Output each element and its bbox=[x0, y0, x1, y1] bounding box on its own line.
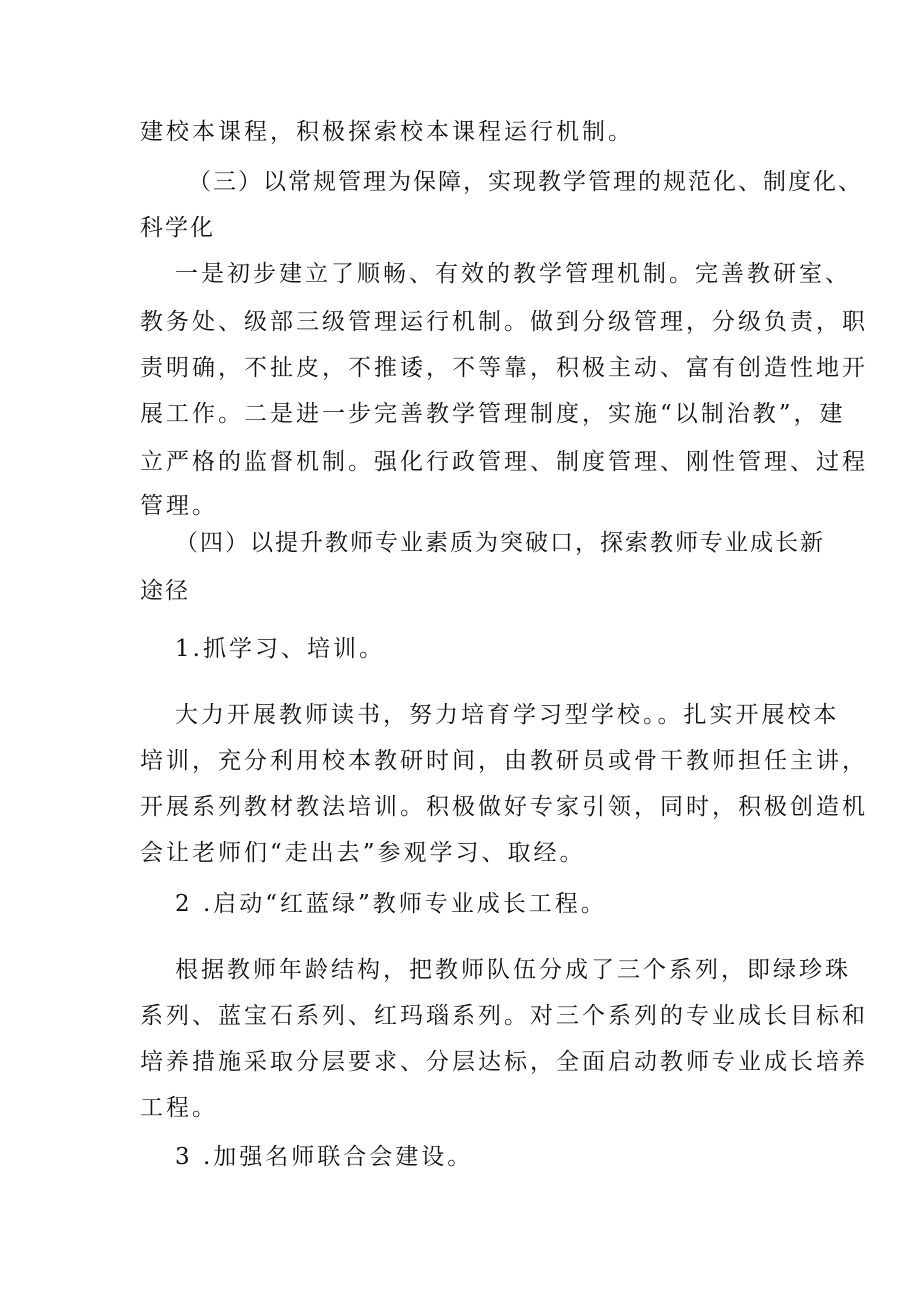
paragraph-line: 工程。 bbox=[140, 1095, 218, 1121]
paragraph-line: 大力开展教师读书，努力培育学习型学校。。扎实开展校本 bbox=[175, 702, 840, 728]
subheading-1: 1.抓学习、培训。 bbox=[175, 636, 385, 662]
paragraph-line: 立严格的监督机制。强化行政管理、制度管理、刚性管理、过程 bbox=[140, 449, 868, 475]
section-heading-4: （四）以提升教师专业素质为突破口，探索教师专业成长新 bbox=[175, 530, 825, 556]
section-heading-3: （三）以常规管理为保障，实现教学管理的规范化、制度化、 bbox=[188, 169, 863, 195]
paragraph-line: 系列、蓝宝石系列、红玛瑙系列。对三个系列的专业成长目标和 bbox=[140, 1003, 868, 1029]
paragraph-line: 建校本课程，积极探索校本课程运行机制。 bbox=[140, 119, 634, 145]
paragraph-line: 展工作。二是进一步完善教学管理制度，实施“以制治教”，建 bbox=[140, 401, 846, 427]
subheading-2: 2 .启动“红蓝绿”教师专业成长工程。 bbox=[175, 891, 607, 917]
subheading-3: 3 .加强名师联合会建设。 bbox=[175, 1144, 474, 1170]
paragraph-line: 会让老师们“走出去”参观学习、取经。 bbox=[140, 840, 586, 866]
paragraph-line: 责明确，不扯皮，不推诿，不等靠，积极主动、富有创造性地开 bbox=[140, 355, 868, 381]
paragraph-line: 开展系列教材教法培训。积极做好专家引领，同时，积极创造机 bbox=[140, 794, 868, 820]
section-heading-4-cont: 途径 bbox=[140, 578, 190, 604]
paragraph-line: 管理。 bbox=[140, 493, 218, 519]
section-heading-3-cont: 科学化 bbox=[140, 215, 215, 241]
paragraph-line: 培训，充分利用校本教研时间，由教研员或骨干教师担任主讲， bbox=[140, 748, 868, 774]
paragraph-line: 培养措施采取分层要求、分层达标，全面启动教师专业成长培养 bbox=[140, 1049, 868, 1075]
paragraph-line: 教务处、级部三级管理运行机制。做到分级管理，分级负责，职 bbox=[140, 309, 868, 335]
paragraph-line: 一是初步建立了顺畅、有效的教学管理机制。完善教研室、 bbox=[175, 261, 851, 287]
paragraph-line: 根据教师年龄结构，把教师队伍分成了三个系列，即绿珍珠 bbox=[175, 957, 851, 983]
